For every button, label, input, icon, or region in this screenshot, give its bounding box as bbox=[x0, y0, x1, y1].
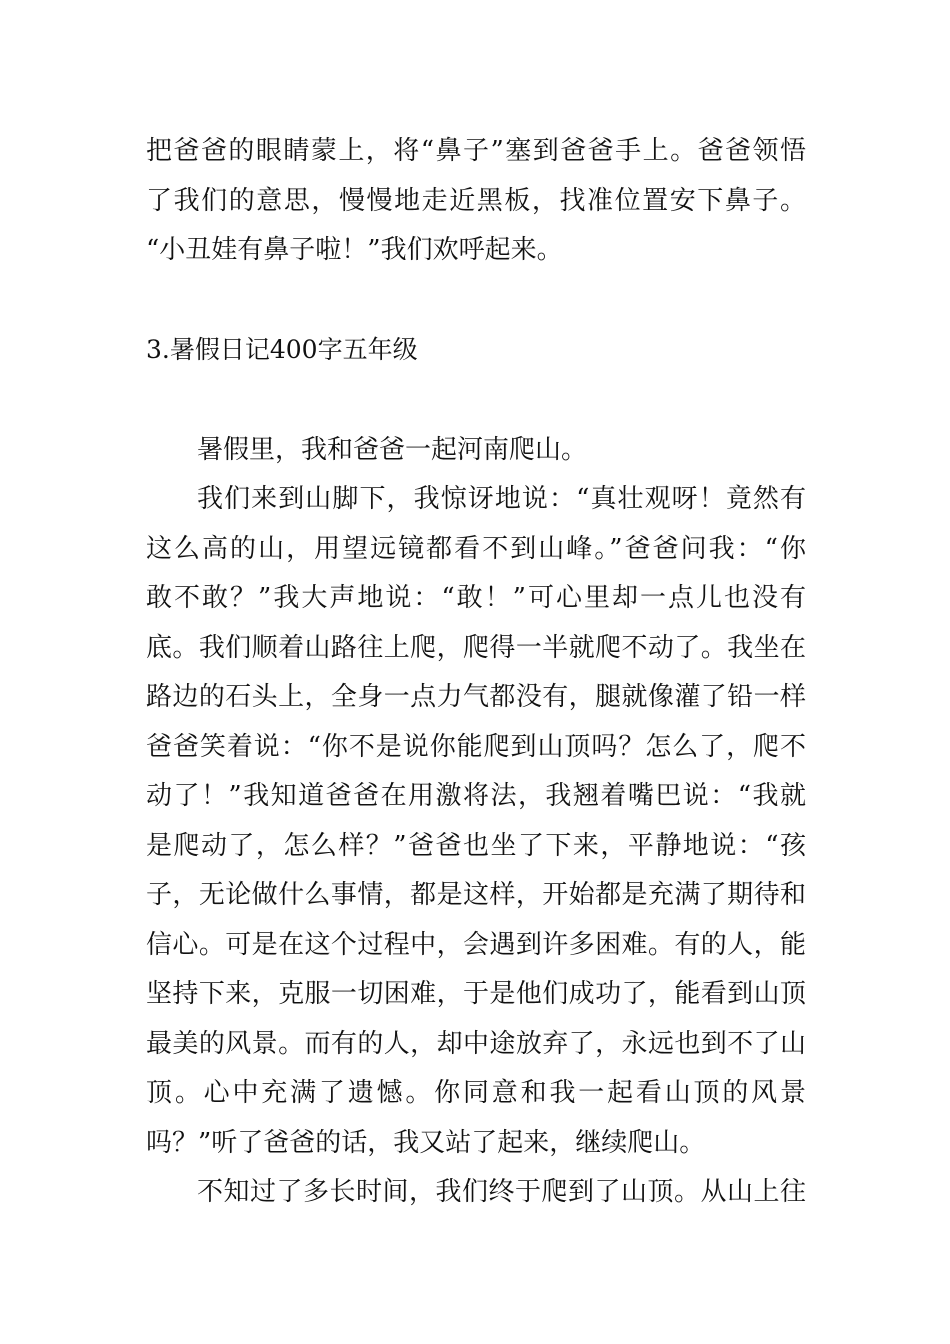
intro-line: 把爸爸的眼睛蒙上，将“鼻子”塞到爸爸手上。爸爸领悟 bbox=[146, 136, 806, 166]
paragraph-line: 信心。可是在这个过程中，会遇到许多困难。有的人，能 bbox=[146, 930, 806, 960]
paragraph-line: 暑假里，我和爸爸一起河南爬山。 bbox=[197, 435, 588, 465]
paragraph-line: 顶。心中充满了遗憾。你同意和我一起看山顶的风景 bbox=[146, 1078, 806, 1108]
intro-line: “小丑娃有鼻子啦！”我们欢呼起来。 bbox=[146, 235, 563, 265]
paragraph-line: 不知过了多长时间，我们终于爬到了山顶。从山上往 bbox=[197, 1177, 806, 1207]
paragraph-line: 路边的石头上，全身一点力气都没有，腿就像灌了铅一样 bbox=[146, 682, 806, 712]
paragraph-line: 最美的风景。而有的人，却中途放弃了，永远也到不了山 bbox=[146, 1029, 806, 1059]
paragraph-line: 坚持下来，克服一切困难，于是他们成功了，能看到山顶 bbox=[146, 979, 806, 1009]
paragraph-line: 动了！”我知道爸爸在用激将法，我翘着嘴巴说：“我就 bbox=[146, 781, 806, 811]
paragraph-line: 是爬动了，怎么样？”爸爸也坐了下来，平静地说：“孩 bbox=[146, 831, 806, 861]
intro-line: 了我们的意思，慢慢地走近黑板，找准位置安下鼻子。 bbox=[146, 186, 806, 216]
paragraph-line: 吗？”听了爸爸的话，我又站了起来，继续爬山。 bbox=[146, 1128, 706, 1158]
paragraph-line: 子，无论做什么事情，都是这样，开始都是充满了期待和 bbox=[146, 880, 806, 910]
paragraph-line: 敢不敢？”我大声地说：“敢！”可心里却一点儿也没有 bbox=[146, 583, 806, 613]
paragraph-line: 这么高的山，用望远镜都看不到山峰。”爸爸问我：“你 bbox=[146, 534, 806, 564]
paragraph-line: 底。我们顺着山路往上爬，爬得一半就爬不动了。我坐在 bbox=[146, 633, 806, 663]
paragraph-line: 我们来到山脚下，我惊讶地说：“真壮观呀！竟然有 bbox=[197, 484, 806, 514]
paragraph-line: 爸爸笑着说：“你不是说你能爬到山顶吗？怎么了，爬不 bbox=[146, 732, 806, 762]
section-heading: 3.暑假日记400字五年级 bbox=[146, 335, 418, 364]
